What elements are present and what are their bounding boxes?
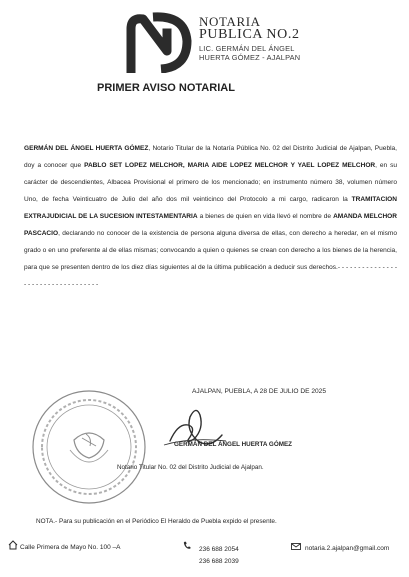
notary-name-line2: HUERTA GÓMEZ - AJALPAN [199,53,301,62]
brand-name-line1: NOTARIA [199,14,261,29]
mail-icon [291,543,301,550]
phone-icon [183,541,191,550]
body-text-run: , Notario Titular de la Notaría Pública No. 02 del Distrito Judicial de Ajalpan, Puebla, doy a conocer que [24,145,398,169]
email: notaria.2.ajalpan@gmail.com [305,545,390,552]
notary-logo [123,11,193,73]
signer-name: GERMÁN DEL ÁNGEL HUERTA GÓMEZ [174,441,293,448]
brand-name-line2: PUBLICA NO.2 [199,27,300,42]
notice-body [24,140,397,293]
signer-title: Notario Titular No. 02 del Distrito Judicial de Ajalpan. [117,464,264,471]
body-text-run: , declarando no conocer de la existencia de persona alguna diversa de ellas, con derecho a heredar, en el mismo grado o en uno preferente al de ellas mismas; convocando a quien o quienes se crean con derecho a los bienes de la herencia, para que se presenten dentro de los diez días siguientes al de la última publicación a deducir sus derechos.- - - - - - - - - - - - - - - - - - - - - - - - - - - - - - - - - - [24,230,397,288]
notary-name-line1: LIC. GERMÁN DEL ÁNGEL [199,44,295,53]
body-bold-run: TRAMITACION EXTRAJUDICIAL DE LA SUCESION INTESTAMENTARIA [24,196,397,220]
footer-note: NOTA.- Para su publicación en el Periódico El Heraldo de Puebla expido el presente. [36,518,277,525]
body-bold-run: AMANDA MELCHOR PASCACIO [24,213,397,237]
home-icon [8,540,18,550]
address: Calle Primera de Mayo No. 100 –A [20,544,121,551]
phone-number-2: 236 688 2039 [199,558,239,565]
body-text-run: a bienes de quien en vida llevó el nombre de [197,213,334,220]
body-text-run: , en su carácter de descendientes, Albacea Provisional el primero de los mencionado; en instrumento número 38, volumen número Uno, de fecha Veinticuatro de Julio del año dos mil veinticinco del Protocolo a mi cargo, radicaron la [24,162,398,203]
body-bold-run: PABLO SET LOPEZ MELCHOR, MARIA AIDE LOPEZ MELCHOR Y YAEL LOPEZ MELCHOR [84,162,376,169]
notary-seal [30,388,148,506]
document-title: PRIMER AVISO NOTARIAL [97,82,235,94]
phone-number-1: 236 688 2054 [199,546,239,553]
place-date: AJALPAN, PUEBLA, A 28 DE JULIO DE 2025 [192,388,327,395]
body-bold-run: GERMÁN DEL ÁNGEL HUERTA GÓMEZ [24,145,149,152]
